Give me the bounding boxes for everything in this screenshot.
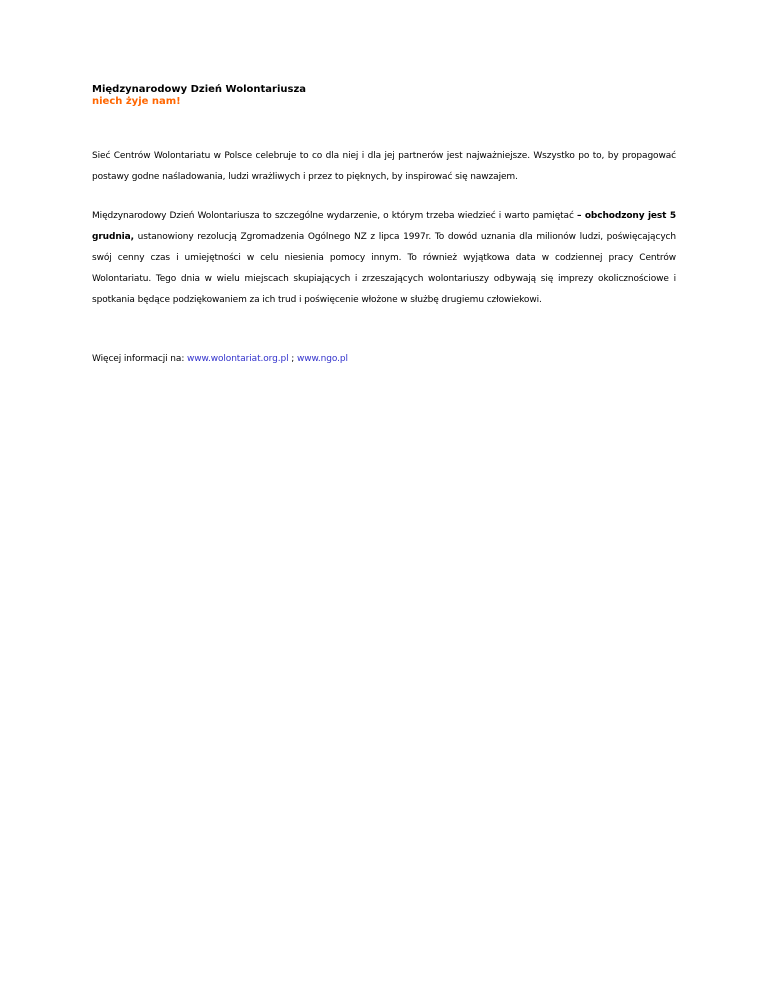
more-info-line [92, 349, 676, 370]
event-paragraph-text-after: ustanowiony rezolucją Zgromadzenia Ogólnego NZ z lipca 1997r. To dowód uznania dla milionów ludzi, poświęcających swój cenny czas i umiejętności w celu niesienia pomocy innym. To również wyjątkowa data w codziennej pracy Centrów Wolontariatu. Tego dnia w wielu miejscach skupiających i zrzeszających wolontariuszy odbywają się imprezy okolicznościowe i spotkania będące podziękowaniem za ich trud i poświęcenie włożone w służbę drugiemu człowiekowi. [92, 232, 676, 305]
more-info-label: Więcej informacji na: [92, 354, 188, 364]
event-date-highlight: – obchodzony jest 5 grudnia, [92, 211, 676, 242]
intro-paragraph-text: Sieć Centrów Wolontariatu w Polsce celebruje to co dla niej i dla jej partnerów jest najważniejsze. Wszystko po to, by propagować postawy godne naśladowania, ludzi wrażliwych i przez to pięknych, by inspirować się nawzajem. [92, 151, 676, 182]
link-wolontariat[interactable]: www.wolontariat.org.pl [187, 354, 289, 364]
page-title: Międzynarodowy Dzień Wolontariusza [92, 84, 307, 95]
document-page [92, 84, 676, 370]
page-subtitle: niech żyje nam! [92, 96, 181, 107]
event-paragraph [92, 206, 676, 311]
intro-paragraph [92, 146, 676, 188]
link-ngo[interactable]: www.ngo.pl [296, 354, 348, 364]
event-paragraph-text-before: Międzynarodowy Dzień Wolontariusza to szczególne wydarzenie, o którym trzeba wiedzieć i warto pamiętać [92, 211, 577, 221]
link-separator: ; [288, 354, 297, 364]
